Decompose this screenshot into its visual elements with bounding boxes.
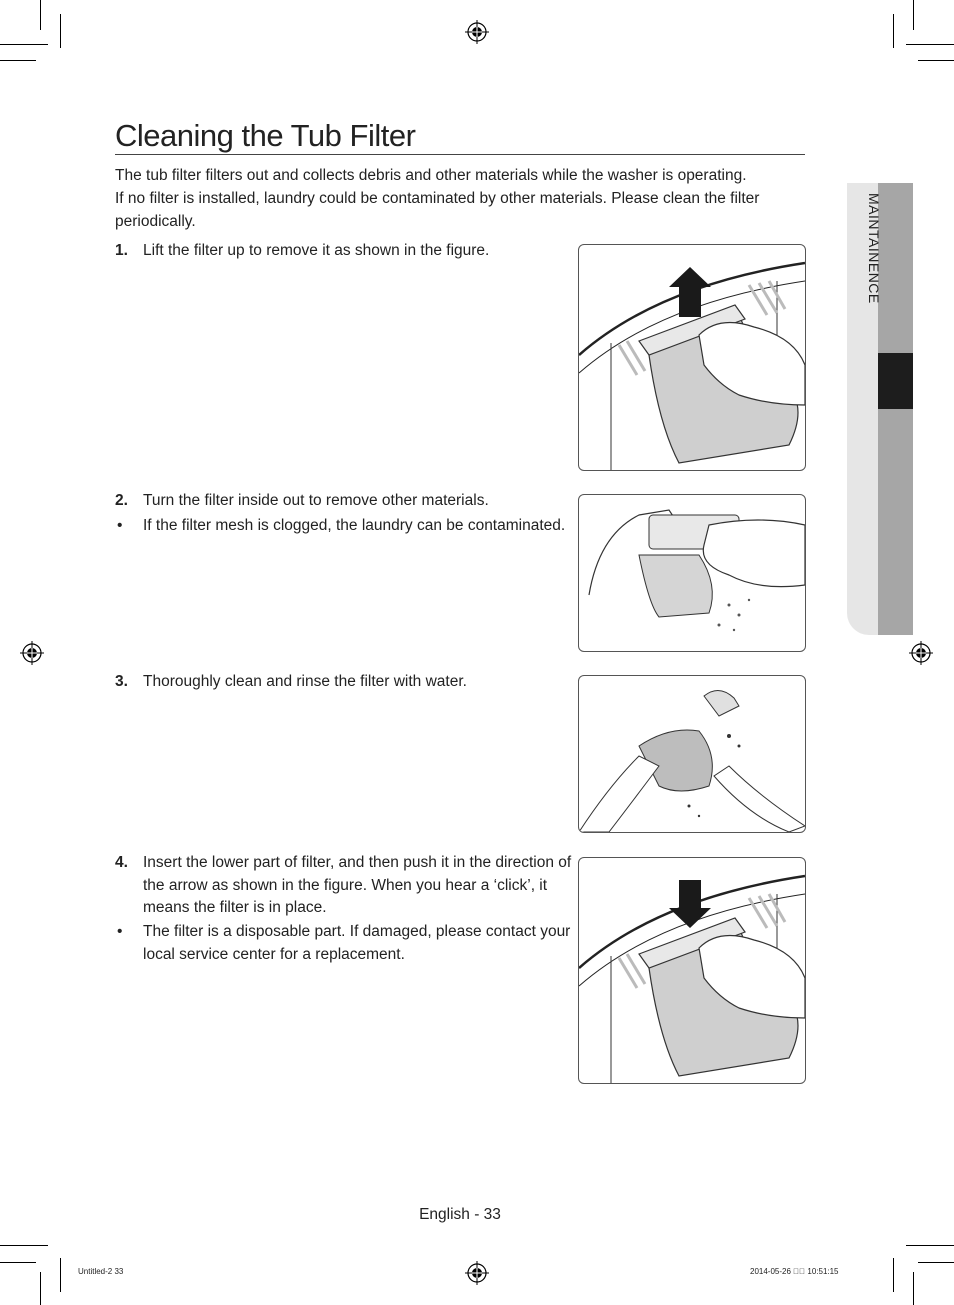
crop-mark bbox=[918, 60, 954, 61]
down-arrow-icon bbox=[669, 880, 711, 928]
registration-mark-icon bbox=[909, 641, 933, 665]
crop-mark bbox=[40, 1272, 41, 1305]
page-title: Cleaning the Tub Filter bbox=[115, 118, 805, 155]
step-text: Lift the filter up to remove it as shown in the figure. bbox=[143, 242, 490, 259]
intro-paragraph-1: The tub filter filters out and collects debris and other materials while the washer is operating. bbox=[115, 167, 747, 184]
crop-mark bbox=[60, 14, 61, 48]
figure-rinse-filter bbox=[578, 675, 806, 833]
bullet-icon: • bbox=[117, 517, 123, 534]
step-2-note bbox=[115, 515, 585, 538]
crop-mark bbox=[0, 60, 36, 61]
crop-mark bbox=[913, 0, 914, 30]
crop-mark bbox=[0, 44, 48, 45]
registration-mark-icon bbox=[465, 20, 489, 44]
crop-mark bbox=[60, 1258, 61, 1292]
figure-lift-filter bbox=[578, 244, 806, 471]
step-2 bbox=[115, 490, 575, 513]
slug-right: 2014-05-26 ⃞⃞ 10:51:15 bbox=[750, 1267, 839, 1276]
crop-mark bbox=[913, 1272, 914, 1305]
section-label: MAINTAINENCE bbox=[866, 193, 882, 304]
note-text: The filter is a disposable part. If damaged, please contact your local service center for a replacement. bbox=[143, 923, 571, 963]
crop-mark bbox=[893, 14, 894, 48]
page-number: English - 33 bbox=[419, 1206, 501, 1223]
crop-mark bbox=[0, 1262, 36, 1263]
step-number: 4. bbox=[115, 854, 128, 871]
step-3 bbox=[115, 671, 575, 694]
crop-mark bbox=[906, 44, 954, 45]
side-tab-strip bbox=[878, 183, 913, 635]
figure-insert-filter bbox=[578, 857, 806, 1084]
step-number: 3. bbox=[115, 673, 128, 690]
crop-mark bbox=[893, 1258, 894, 1292]
slug-left: Untitled-2 33 bbox=[78, 1267, 124, 1276]
intro-paragraph-2: If no filter is installed, laundry could be contaminated by other materials. Please clean the filter periodically. bbox=[115, 190, 760, 230]
step-number: 2. bbox=[115, 492, 128, 509]
bullet-icon: • bbox=[117, 923, 123, 940]
step-text: Turn the filter inside out to remove other materials. bbox=[143, 492, 489, 509]
step-number: 1. bbox=[115, 242, 128, 259]
crop-mark bbox=[918, 1262, 954, 1263]
step-text: Insert the lower part of filter, and then push it in the direction of the arrow as shown in the figure. When you hear a ‘click’, it means the filter is in place. bbox=[143, 854, 572, 916]
crop-mark bbox=[40, 0, 41, 30]
note-text: If the filter mesh is clogged, the laundry can be contaminated. bbox=[143, 517, 566, 534]
crop-mark bbox=[0, 1245, 48, 1246]
step-4 bbox=[115, 852, 575, 920]
registration-mark-icon bbox=[465, 1261, 489, 1285]
crop-mark bbox=[906, 1245, 954, 1246]
side-tab-marker bbox=[878, 353, 913, 409]
figure-turn-inside-out bbox=[578, 494, 806, 652]
up-arrow-icon bbox=[669, 267, 711, 317]
registration-mark-icon bbox=[20, 641, 44, 665]
step-1 bbox=[115, 240, 575, 263]
step-text: Thoroughly clean and rinse the filter with water. bbox=[143, 673, 467, 690]
step-4-note bbox=[115, 921, 575, 966]
